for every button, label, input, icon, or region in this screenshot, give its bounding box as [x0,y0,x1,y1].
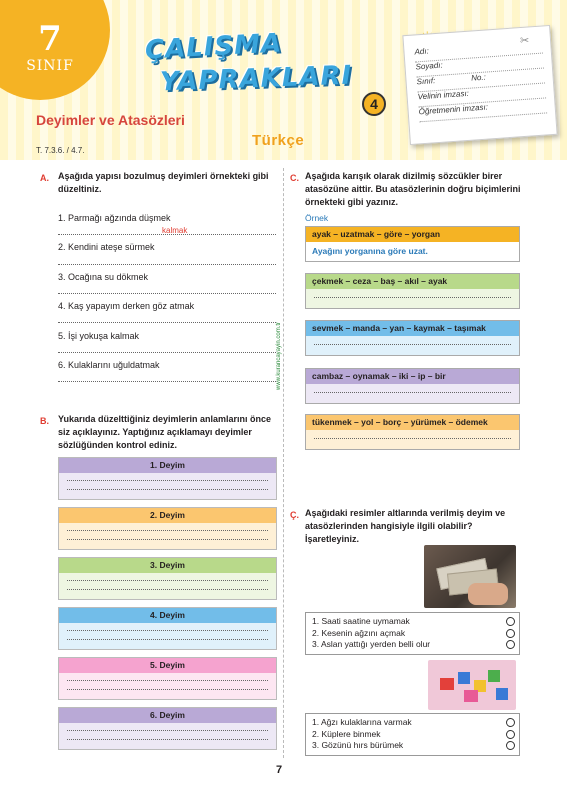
column-divider [283,168,284,758]
deyim-box-header: 2. Deyim [59,508,276,523]
deyim-box-header: 1. Deyim [59,458,276,473]
section-cc-letter: Ç. [290,510,299,520]
deyim-box-header: 4. Deyim [59,608,276,623]
c-item-box-3 [305,368,520,404]
radio-circle[interactable] [506,730,515,739]
c-item-answer[interactable] [306,289,519,308]
a-answer-line-2[interactable] [58,264,276,265]
a-item-1: 1. Parmağı ağzında düşmek [58,213,171,223]
deyim-box-answer[interactable] [59,723,276,749]
a-example-answer: kalmak [162,226,188,235]
cc-option[interactable]: 3. Gözünü hırs bürümek [312,740,513,752]
c-example-words: ayak – uzatmak – göre – yorgan [306,227,519,242]
subject-title: Deyimler ve Atasözleri [36,112,185,128]
grade-label: SINIF [26,58,74,74]
a-item-5: 5. İşi yokuşa kalmak [58,331,140,341]
section-c-letter: C. [290,173,299,183]
cc-option[interactable]: 2. Küplere binmek [312,729,513,741]
a-answer-line-1[interactable] [58,234,276,235]
c-example-box [305,226,520,262]
name-row[interactable]: Adı: [414,39,543,63]
section-c-question: Aşağıda karışık olarak dizilmiş sözcükler birer atasözüne aittir. Bu atasözlerinin doğru biçimlerini örnekteki gibi yazınız. [305,171,521,207]
scissors-icon: ✂ [520,35,530,47]
title-line-2: YAPRAKLARI [159,60,353,98]
teacher-sign-row[interactable]: Öğretmenin imzası: [418,98,547,122]
c-example-answer: Ayağını yorganına göre uzat. [306,242,519,261]
a-answer-line-3[interactable] [58,293,276,294]
cc-option[interactable]: 2. Kesenin ağzını açmak [312,628,513,640]
curriculum-code: T. 7.3.6. / 4.7. [36,146,85,155]
deyim-box-3 [58,557,277,600]
deyim-box-answer[interactable] [59,573,276,599]
title-line-1: ÇALIŞMA [144,28,283,66]
language-label: Türkçe [252,132,305,149]
c-item-words: sevmek – manda – yan – kaymak – taşımak [306,321,519,336]
cc-option[interactable]: 1. Ağzı kulaklarına varmak [312,717,513,729]
sheet-number-badge: 4 [362,92,386,116]
deyim-box-4 [58,607,277,650]
a-answer-line-5[interactable] [58,352,276,353]
deyim-box-answer[interactable] [59,523,276,549]
deyim-box-2 [58,507,277,550]
deyim-box-6 [58,707,277,750]
example-label: Örnek [305,213,329,223]
a-answer-line-6[interactable] [58,381,276,382]
deyim-box-header: 6. Deyim [59,708,276,723]
grade-number: 7 [38,19,62,59]
deyim-box-1 [58,457,277,500]
cc-options-group-2 [305,713,520,756]
a-item-4: 4. Kaş yapayım derken göz atmak [58,301,195,311]
deyim-box-header: 3. Deyim [59,558,276,573]
class-row[interactable]: Sınıf: No.: [416,68,545,92]
cc-options-group-1 [305,612,520,655]
section-b-question: Yukarıda düzelttiğiniz deyimlerin anlamlarını önce siz açıklayınız. Yaptığınız açıklamayı deyimler sözlüğünden kontrol ediniz. [58,414,272,450]
section-b-letter: B. [40,416,49,426]
cc-option[interactable]: 1. Saati saatine uymamak [312,616,513,628]
deyim-box-answer[interactable] [59,623,276,649]
radio-circle[interactable] [506,629,515,638]
c-item-words: cambaz – oynamak – iki – ip – bir [306,369,519,384]
parent-sign-row[interactable]: Velinin imzası: [417,83,546,107]
deyim-box-5 [58,657,277,700]
student-info-card [402,25,557,145]
c-item-box-4 [305,414,520,450]
c-item-words: çekmek – ceza – baş – akıl – ayak [306,274,519,289]
section-a-letter: A. [40,173,49,183]
c-item-box-1 [305,273,520,309]
c-item-words: tükenmek – yol – borç – yürümek – ödemek [306,415,519,430]
money-photo [424,545,516,608]
cc-option[interactable]: 3. Aslan yattığı yerden belli olur [312,639,513,651]
radio-circle[interactable] [506,640,515,649]
c-item-box-2 [305,320,520,356]
radio-circle[interactable] [506,718,515,727]
page-number: 7 [276,764,283,776]
c-item-answer[interactable] [306,430,519,449]
c-item-answer[interactable] [306,384,519,403]
cubes-photo [428,660,516,710]
section-a-question: Aşağıda yapısı bozulmuş deyimleri örnekteki gibi düzeltiniz. [58,171,269,194]
surname-row[interactable]: Soyadı: [415,54,544,78]
deyim-box-answer[interactable] [59,673,276,699]
a-item-6: 6. Kulaklarını uğuldatmak [58,360,160,370]
radio-circle[interactable] [506,617,515,626]
a-item-3: 3. Ocağına su dökmek [58,272,149,282]
a-answer-line-4[interactable] [58,322,276,323]
radio-circle[interactable] [506,741,515,750]
c-item-answer[interactable] [306,336,519,355]
publisher-watermark: www.kurancayayin.com.tr [276,321,282,390]
section-cc-question: Aşağıdaki resimler altlarında verilmiş deyim ve atasözlerinden hangisiyle ilgili olabilir? İşaretleyiniz. [305,508,506,544]
deyim-box-header: 5. Deyim [59,658,276,673]
deyim-box-answer[interactable] [59,473,276,499]
a-item-2: 2. Kendini ateşe sürmek [58,242,155,252]
